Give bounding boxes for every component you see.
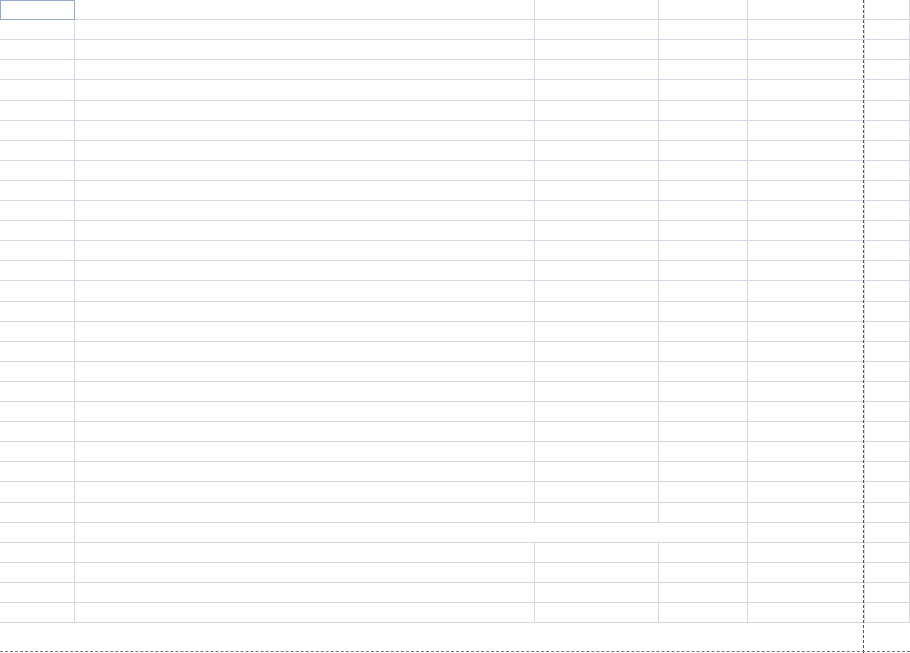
grid-cell[interactable] [535, 161, 659, 181]
grid-cell[interactable] [0, 161, 75, 181]
grid-cell[interactable] [865, 101, 910, 121]
grid-cell[interactable] [659, 563, 748, 583]
grid-cell[interactable] [865, 0, 910, 20]
grid-cell[interactable] [535, 201, 659, 221]
grid-cell[interactable] [748, 462, 865, 482]
grid-cell[interactable] [535, 603, 659, 623]
grid-cell[interactable] [535, 281, 659, 302]
grid-cell[interactable] [748, 60, 865, 80]
grid-cell[interactable] [865, 462, 910, 482]
grid-cell[interactable] [659, 80, 748, 101]
grid-cell[interactable] [865, 402, 910, 422]
grid-cell[interactable] [75, 121, 535, 141]
grid-cell[interactable] [75, 161, 535, 181]
grid-cell[interactable] [0, 523, 75, 543]
grid-cell[interactable] [0, 121, 75, 141]
grid-cell[interactable] [535, 442, 659, 462]
grid-cell[interactable] [0, 141, 75, 161]
grid-cell[interactable] [0, 482, 75, 503]
grid-cell[interactable] [535, 241, 659, 261]
grid-cell[interactable] [535, 342, 659, 362]
grid-cell[interactable] [659, 201, 748, 221]
grid-cell[interactable] [0, 442, 75, 462]
grid-cell[interactable] [865, 362, 910, 382]
grid-cell[interactable] [75, 201, 535, 221]
grid-cell[interactable] [0, 342, 75, 362]
grid-cell[interactable] [659, 382, 748, 402]
grid-cell[interactable] [535, 121, 659, 141]
grid-cell[interactable] [75, 462, 535, 482]
grid-cell[interactable] [748, 281, 865, 302]
grid-cell[interactable] [0, 422, 75, 442]
grid-cell[interactable] [75, 60, 535, 80]
grid-cell[interactable] [865, 563, 910, 583]
grid-cell[interactable] [748, 261, 865, 281]
grid-cell[interactable] [865, 20, 910, 40]
grid-cell[interactable] [0, 563, 75, 583]
grid-cell[interactable] [748, 442, 865, 462]
grid-cell[interactable] [748, 221, 865, 241]
grid-cell[interactable] [748, 422, 865, 442]
grid-cell[interactable] [0, 362, 75, 382]
grid-cell[interactable] [748, 382, 865, 402]
grid-cell[interactable] [659, 503, 748, 523]
grid-cell[interactable] [535, 503, 659, 523]
grid-cell[interactable] [865, 422, 910, 442]
grid-cell[interactable] [75, 0, 535, 20]
grid-cell[interactable] [748, 241, 865, 261]
grid-cell[interactable] [748, 583, 865, 603]
grid-cell[interactable] [748, 141, 865, 161]
grid-cell[interactable] [0, 60, 75, 80]
grid-cell[interactable] [659, 281, 748, 302]
grid-cell[interactable] [75, 543, 535, 563]
grid-cell[interactable] [75, 221, 535, 241]
grid-cell[interactable] [535, 302, 659, 322]
grid-cell[interactable] [748, 482, 865, 503]
grid-cell[interactable] [75, 20, 535, 40]
grid-cell[interactable] [865, 583, 910, 603]
grid-cell[interactable] [748, 503, 865, 523]
grid-cell[interactable] [535, 482, 659, 503]
grid-cell[interactable] [535, 20, 659, 40]
grid-cell[interactable] [659, 362, 748, 382]
grid-cell[interactable] [0, 221, 75, 241]
grid-cell[interactable] [659, 261, 748, 281]
grid-cell[interactable] [659, 221, 748, 241]
grid-cell[interactable] [748, 322, 865, 342]
grid-cell[interactable] [535, 181, 659, 201]
grid-cell[interactable] [865, 523, 910, 543]
grid-cell[interactable] [0, 462, 75, 482]
grid-cell[interactable] [0, 402, 75, 422]
grid-cell[interactable] [865, 342, 910, 362]
grid-cell[interactable] [0, 80, 75, 101]
merged-cell[interactable] [75, 523, 748, 543]
grid-cell[interactable] [75, 80, 535, 101]
grid-cell[interactable] [535, 221, 659, 241]
grid-cell[interactable] [535, 583, 659, 603]
grid-cell[interactable] [865, 201, 910, 221]
grid-cell[interactable] [659, 241, 748, 261]
grid-cell[interactable] [748, 603, 865, 623]
grid-cell[interactable] [748, 20, 865, 40]
grid-cell[interactable] [75, 181, 535, 201]
grid-cell[interactable] [748, 181, 865, 201]
grid-cell[interactable] [748, 201, 865, 221]
grid-cell[interactable] [748, 523, 865, 543]
grid-cell[interactable] [0, 241, 75, 261]
grid-cell[interactable] [748, 563, 865, 583]
grid-cell[interactable] [865, 482, 910, 503]
grid-cell[interactable] [75, 603, 535, 623]
grid-cell[interactable] [535, 261, 659, 281]
grid-cell[interactable] [659, 181, 748, 201]
grid-cell[interactable] [75, 583, 535, 603]
grid-cell[interactable] [0, 40, 75, 60]
grid-cell[interactable] [535, 322, 659, 342]
grid-cell[interactable] [75, 302, 535, 322]
grid-cell[interactable] [535, 422, 659, 442]
grid-cell[interactable] [748, 362, 865, 382]
grid-cell[interactable] [659, 442, 748, 462]
grid-cell[interactable] [535, 141, 659, 161]
grid-cell[interactable] [75, 261, 535, 281]
grid-cell[interactable] [535, 0, 659, 20]
grid-cell[interactable] [535, 563, 659, 583]
grid-cell[interactable] [748, 402, 865, 422]
grid-cell[interactable] [535, 402, 659, 422]
grid-cell[interactable] [75, 382, 535, 402]
grid-cell[interactable] [75, 40, 535, 60]
grid-cell[interactable] [75, 141, 535, 161]
grid-cell[interactable] [865, 261, 910, 281]
grid-cell[interactable] [865, 442, 910, 462]
grid-cell[interactable] [659, 482, 748, 503]
grid-cell[interactable] [659, 141, 748, 161]
grid-cell[interactable] [865, 121, 910, 141]
grid-cell[interactable] [865, 241, 910, 261]
grid-cell[interactable] [748, 302, 865, 322]
grid-cell[interactable] [865, 322, 910, 342]
grid-cell[interactable] [535, 40, 659, 60]
grid-cell[interactable] [748, 161, 865, 181]
grid-cell[interactable] [659, 20, 748, 40]
grid-cell[interactable] [748, 543, 865, 563]
grid-cell[interactable] [659, 121, 748, 141]
grid-cell[interactable] [865, 281, 910, 302]
grid-cell[interactable] [535, 80, 659, 101]
grid-cell[interactable] [0, 20, 75, 40]
grid-cell[interactable] [0, 322, 75, 342]
grid-cell[interactable] [0, 583, 75, 603]
grid-cell[interactable] [659, 60, 748, 80]
grid-cell[interactable] [865, 221, 910, 241]
grid-cell[interactable] [0, 503, 75, 523]
grid-cell[interactable] [659, 40, 748, 60]
grid-cell[interactable] [75, 422, 535, 442]
grid-cell[interactable] [865, 161, 910, 181]
grid-cell[interactable] [659, 322, 748, 342]
grid-cell[interactable] [865, 181, 910, 201]
grid-cell[interactable] [535, 101, 659, 121]
grid-cell[interactable] [659, 0, 748, 20]
grid-cell[interactable] [659, 342, 748, 362]
grid-cell[interactable] [0, 0, 75, 20]
grid-cell[interactable] [865, 503, 910, 523]
grid-cell[interactable] [535, 382, 659, 402]
grid-cell[interactable] [75, 362, 535, 382]
grid-cell[interactable] [0, 302, 75, 322]
grid-cell[interactable] [659, 583, 748, 603]
grid-cell[interactable] [535, 60, 659, 80]
grid-cell[interactable] [659, 161, 748, 181]
grid-cell[interactable] [659, 543, 748, 563]
grid-cell[interactable] [75, 442, 535, 462]
grid-cell[interactable] [75, 482, 535, 503]
grid-cell[interactable] [865, 60, 910, 80]
grid-cell[interactable] [535, 543, 659, 563]
grid-cell[interactable] [0, 261, 75, 281]
grid-cell[interactable] [75, 503, 535, 523]
grid-cell[interactable] [659, 302, 748, 322]
grid-cell[interactable] [0, 543, 75, 563]
grid-cell[interactable] [535, 462, 659, 482]
grid-cell[interactable] [75, 281, 535, 302]
grid-cell[interactable] [865, 141, 910, 161]
grid-cell[interactable] [865, 80, 910, 101]
grid-cell[interactable] [865, 302, 910, 322]
grid-cell[interactable] [75, 322, 535, 342]
grid-cell[interactable] [75, 563, 535, 583]
grid-cell[interactable] [865, 603, 910, 623]
grid-cell[interactable] [659, 603, 748, 623]
grid-cell[interactable] [748, 121, 865, 141]
grid-cell[interactable] [748, 80, 865, 101]
grid-cell[interactable] [535, 362, 659, 382]
grid-cell[interactable] [748, 40, 865, 60]
grid-cell[interactable] [75, 342, 535, 362]
grid-cell[interactable] [0, 101, 75, 121]
grid-cell[interactable] [75, 101, 535, 121]
grid-cell[interactable] [865, 543, 910, 563]
grid-cell[interactable] [865, 382, 910, 402]
grid-cell[interactable] [748, 101, 865, 121]
grid-cell[interactable] [748, 0, 865, 20]
grid-cell[interactable] [865, 40, 910, 60]
grid-cell[interactable] [659, 101, 748, 121]
grid-cell[interactable] [75, 241, 535, 261]
grid-cell[interactable] [0, 382, 75, 402]
grid-cell[interactable] [0, 181, 75, 201]
grid-cell[interactable] [659, 422, 748, 442]
grid-cell[interactable] [0, 281, 75, 302]
grid-cell[interactable] [0, 201, 75, 221]
grid-cell[interactable] [659, 462, 748, 482]
grid-cell[interactable] [75, 402, 535, 422]
grid-cell[interactable] [0, 603, 75, 623]
grid-cell[interactable] [748, 342, 865, 362]
grid-cell[interactable] [659, 402, 748, 422]
